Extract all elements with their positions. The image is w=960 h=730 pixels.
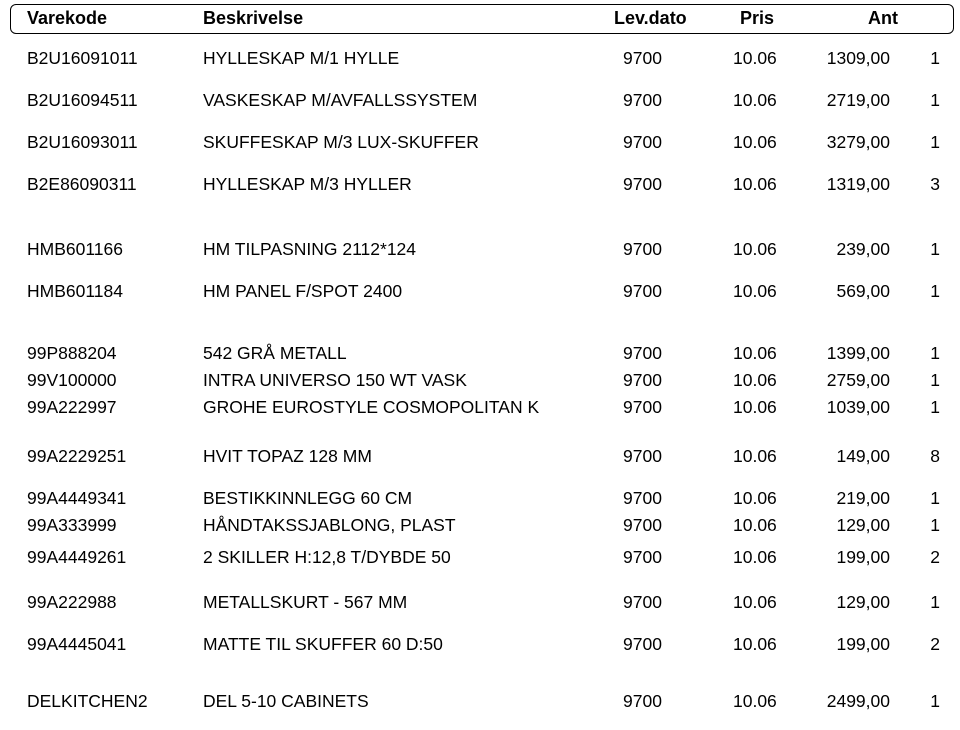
item-lev: 9700 [623,515,662,535]
item-description: INTRA UNIVERSO 150 WT VASK [203,370,467,390]
item-lev: 9700 [623,281,662,301]
table-row [0,89,960,111]
item-price: 1309,00 [826,48,890,68]
table-row [0,396,960,418]
table-header-frame [10,4,954,34]
item-price: 239,00 [836,239,890,259]
item-quantity: 2 [930,634,940,654]
item-lev: 9700 [623,48,662,68]
item-description: GROHE EUROSTYLE COSMOPOLITAN K [203,397,540,417]
item-lev: 9700 [623,691,662,711]
item-code: B2E86090311 [27,174,137,194]
item-code: 99A2229251 [27,446,127,466]
item-code: 99P888204 [27,343,117,363]
item-date: 10.06 [733,691,777,711]
item-price: 2499,00 [826,691,890,711]
item-lev: 9700 [623,370,662,390]
item-lev: 9700 [623,174,662,194]
item-description: HÅNDTAKSSJABLONG, PLAST [203,515,456,535]
table-row [0,47,960,69]
item-code: 99A333999 [27,515,117,535]
item-price: 1039,00 [826,397,890,417]
item-quantity: 1 [930,48,940,68]
table-row [0,238,960,260]
item-price: 1319,00 [826,174,890,194]
item-quantity: 1 [930,132,940,152]
table-row [0,173,960,195]
item-price: 2759,00 [826,370,890,390]
item-description: HYLLESKAP M/1 HYLLE [203,48,400,68]
item-code: HMB601166 [27,239,123,259]
column-header-lev-dato: Lev.dato [614,8,687,28]
item-quantity: 1 [930,691,940,711]
item-description: HYLLESKAP M/3 HYLLER [203,174,412,194]
column-header-beskrivelse: Beskrivelse [203,8,304,28]
item-price: 1399,00 [826,343,890,363]
item-date: 10.06 [733,488,777,508]
item-description: HM TILPASNING 2112*124 [203,239,417,259]
item-code: 99A222997 [27,397,117,417]
item-date: 10.06 [733,547,777,567]
item-date: 10.06 [733,515,777,535]
item-description: 2 SKILLER H:12,8 T/DYBDE 50 [203,547,451,567]
table-row [0,546,960,568]
item-lev: 9700 [623,592,662,612]
table-row [0,633,960,655]
table-row [0,342,960,364]
column-header-varekode: Varekode [27,8,108,28]
item-code: HMB601184 [27,281,123,301]
item-quantity: 1 [930,397,940,417]
item-date: 10.06 [733,397,777,417]
item-quantity: 2 [930,547,940,567]
item-description: VASKESKAP M/AVFALLSSYSTEM [203,90,478,110]
item-code: 99V100000 [27,370,117,390]
item-quantity: 8 [930,446,940,466]
item-price: 2719,00 [826,90,890,110]
item-lev: 9700 [623,90,662,110]
column-header-pris: Pris [740,8,775,28]
item-description: MATTE TIL SKUFFER 60 D:50 [203,634,443,654]
item-quantity: 3 [930,174,940,194]
table-row [0,369,960,391]
item-date: 10.06 [733,592,777,612]
item-description: HVIT TOPAZ 128 MM [203,446,372,466]
item-code: B2U16094511 [27,90,138,110]
item-price: 129,00 [836,515,890,535]
item-lev: 9700 [623,488,662,508]
table-row [0,131,960,153]
item-quantity: 1 [930,370,940,390]
item-code: 99A4449341 [27,488,127,508]
item-date: 10.06 [733,446,777,466]
item-lev: 9700 [623,397,662,417]
item-description: 542 GRÅ METALL [203,343,347,363]
table-row [0,487,960,509]
item-date: 10.06 [733,281,777,301]
item-lev: 9700 [623,547,662,567]
item-date: 10.06 [733,239,777,259]
item-price: 3279,00 [826,132,890,152]
item-description: HM PANEL F/SPOT 2400 [203,281,403,301]
item-code: B2U16093011 [27,132,138,152]
item-price: 219,00 [836,488,890,508]
item-description: DEL 5-10 CABINETS [203,691,369,711]
item-date: 10.06 [733,174,777,194]
table-row [0,591,960,613]
item-description: SKUFFESKAP M/3 LUX-SKUFFER [203,132,479,152]
table-row [0,690,960,712]
item-price: 149,00 [836,446,890,466]
item-quantity: 1 [930,239,940,259]
item-lev: 9700 [623,343,662,363]
item-quantity: 1 [930,592,940,612]
item-lev: 9700 [623,446,662,466]
item-date: 10.06 [733,370,777,390]
item-quantity: 1 [930,343,940,363]
item-price: 569,00 [836,281,890,301]
item-date: 10.06 [733,343,777,363]
item-code: DELKITCHEN2 [27,691,148,711]
column-header-ant: Ant [868,8,898,28]
table-row [0,514,960,536]
item-lev: 9700 [623,132,662,152]
table-row [0,445,960,467]
item-date: 10.06 [733,90,777,110]
item-code: 99A222988 [27,592,117,612]
item-price: 129,00 [836,592,890,612]
item-description: BESTIKKINNLEGG 60 CM [203,488,413,508]
item-description: METALLSKURT - 567 MM [203,592,408,612]
item-code: 99A4449261 [27,547,127,567]
item-code: 99A4445041 [27,634,127,654]
item-date: 10.06 [733,634,777,654]
item-lev: 9700 [623,634,662,654]
item-quantity: 1 [930,281,940,301]
item-lev: 9700 [623,239,662,259]
item-date: 10.06 [733,48,777,68]
item-date: 10.06 [733,132,777,152]
item-code: B2U16091011 [27,48,138,68]
table-row [0,280,960,302]
item-price: 199,00 [836,547,890,567]
item-quantity: 1 [930,488,940,508]
item-price: 199,00 [836,634,890,654]
item-quantity: 1 [930,515,940,535]
item-quantity: 1 [930,90,940,110]
